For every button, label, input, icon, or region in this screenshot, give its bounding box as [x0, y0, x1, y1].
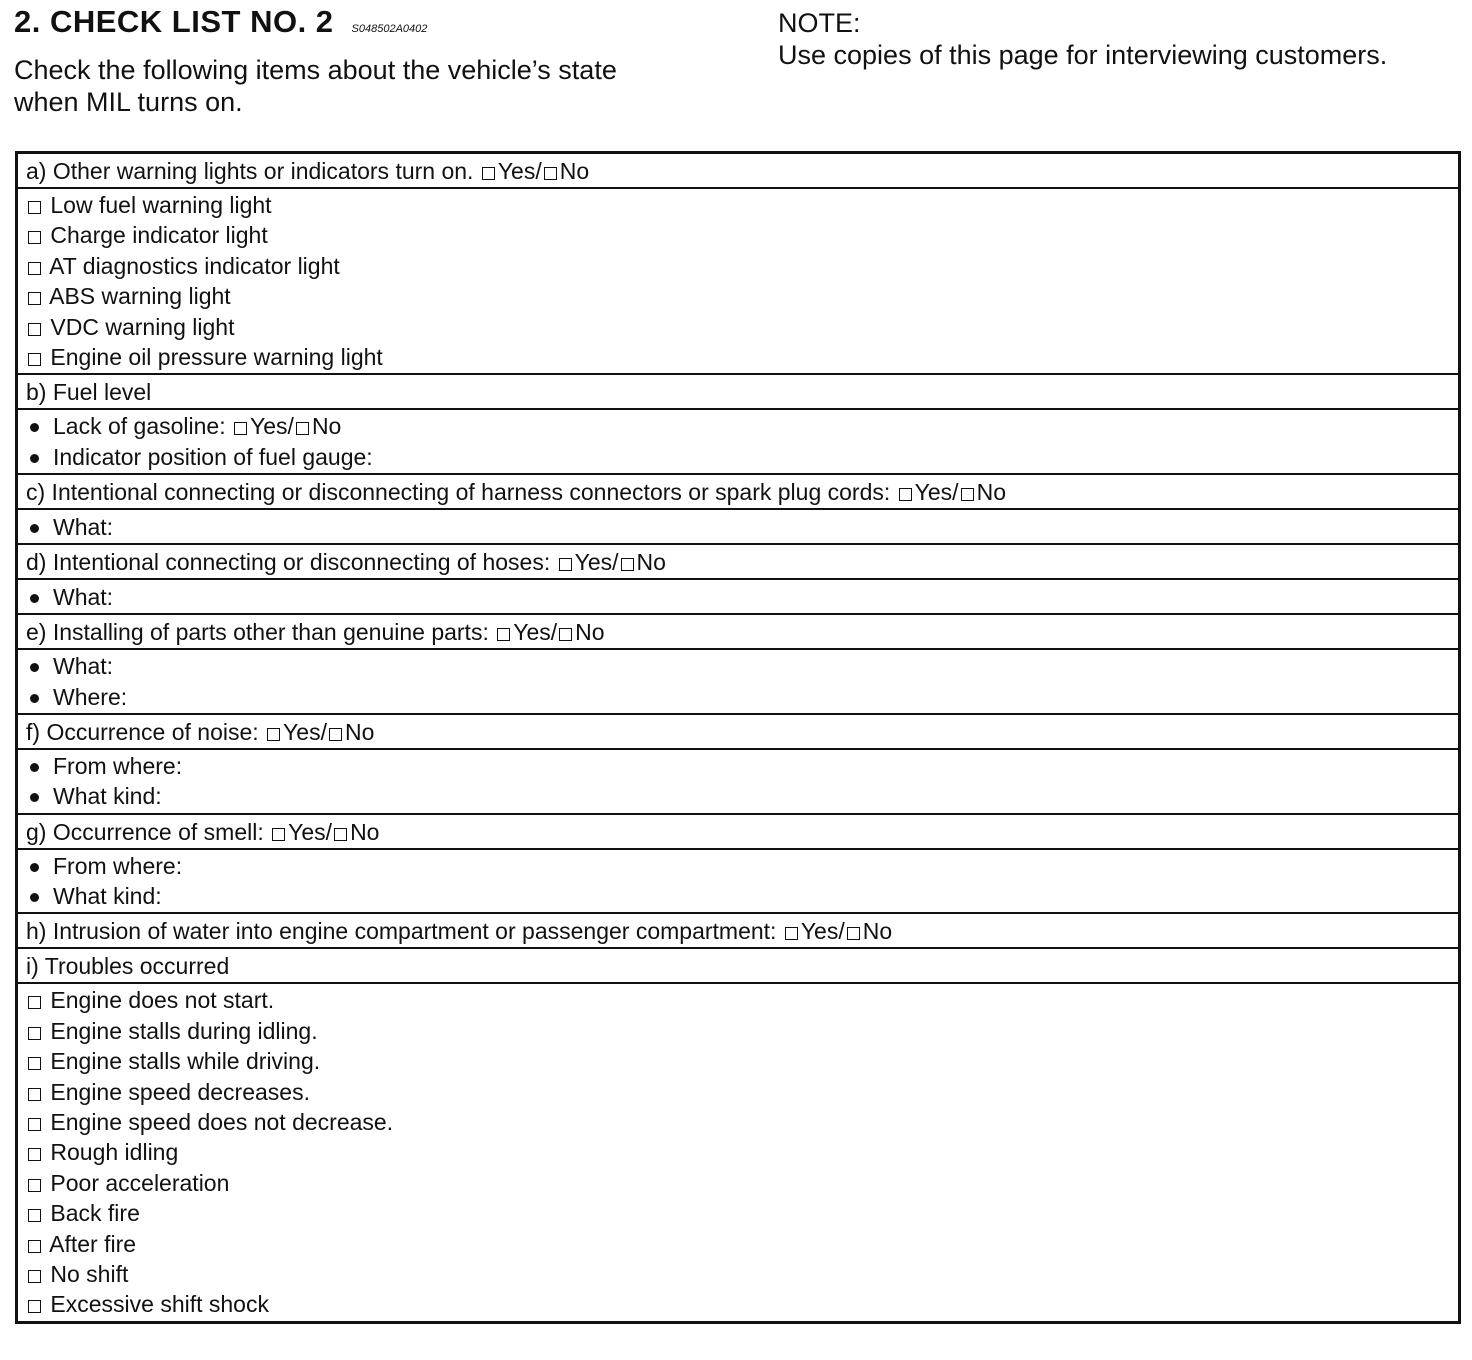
list-item [26, 1229, 1458, 1259]
item-checkbox[interactable] [28, 1179, 41, 1192]
bullet-icon [30, 524, 39, 533]
list-item [26, 281, 1458, 311]
section-g-heading [18, 815, 1458, 850]
no-checkbox[interactable] [847, 927, 860, 940]
no-checkbox[interactable] [544, 167, 557, 180]
yes-label: Yes/ [250, 413, 294, 440]
section-h-heading [18, 914, 1458, 949]
document-code: S048502A0402 [351, 23, 428, 35]
no-label: No [344, 718, 375, 745]
item-label: What kind: [53, 883, 162, 910]
item-label: What kind: [53, 783, 162, 810]
header-left [14, 4, 734, 118]
item-label: AT diagnostics indicator light [49, 252, 340, 279]
item-label: Charge indicator light [50, 222, 268, 249]
no-checkbox[interactable] [621, 558, 634, 571]
section-f-items [18, 750, 1458, 815]
item-checkbox[interactable] [28, 996, 41, 1009]
list-item [26, 781, 1458, 811]
item-checkbox[interactable] [28, 353, 41, 366]
yes-label: Yes/ [497, 158, 542, 184]
section-b-label: b) Fuel level [26, 379, 152, 406]
item-checkbox[interactable] [28, 231, 41, 244]
section-f-label: f) Occurrence of noise: [26, 718, 259, 745]
list-item [26, 1289, 1458, 1319]
list-item [26, 682, 1458, 712]
note-label: NOTE: [778, 8, 861, 38]
yes-checkbox[interactable] [497, 628, 510, 641]
yes-checkbox[interactable] [267, 728, 280, 741]
no-checkbox[interactable] [961, 488, 974, 501]
list-item [26, 751, 1458, 781]
item-label: Lack of gasoline: [53, 413, 226, 440]
item-label: Engine stalls during idling. [50, 1017, 318, 1044]
checklist-table [15, 151, 1461, 1324]
section-a-heading [18, 154, 1458, 189]
yes-checkbox[interactable] [899, 488, 912, 501]
section-c-items [18, 510, 1458, 545]
item-label: After fire [49, 1230, 137, 1257]
yes-checkbox[interactable] [559, 558, 572, 571]
list-item [26, 411, 1458, 441]
no-label: No [862, 918, 893, 945]
list-item [26, 851, 1458, 881]
list-item [26, 651, 1458, 681]
note-block [778, 8, 1468, 70]
bullet-icon [30, 663, 39, 672]
list-item [26, 442, 1458, 472]
list-item [26, 220, 1458, 250]
no-label: No [976, 479, 1006, 506]
bullet-icon [30, 694, 39, 703]
item-checkbox[interactable] [28, 1209, 41, 1222]
item-label: What: [53, 653, 114, 680]
list-item [26, 190, 1458, 220]
list-item [26, 1168, 1458, 1198]
item-checkbox[interactable] [28, 1148, 41, 1161]
section-d-heading [18, 545, 1458, 580]
section-d-items [18, 580, 1458, 615]
list-item [26, 251, 1458, 281]
item-label: What: [53, 514, 114, 541]
item-checkbox[interactable] [28, 323, 41, 336]
yes-label: Yes/ [288, 818, 333, 845]
item-checkbox[interactable] [28, 1027, 41, 1040]
intro-line-2: when MIL turns on. [14, 87, 243, 117]
note-text: Use copies of this page for interviewing customers. [778, 40, 1388, 70]
bullet-icon [30, 893, 39, 902]
bullet-icon [30, 594, 39, 603]
item-label: Poor acceleration [50, 1169, 230, 1196]
no-label: No [636, 549, 666, 576]
no-checkbox[interactable] [334, 828, 347, 841]
section-g-items [18, 850, 1458, 915]
list-item [26, 881, 1458, 911]
yes-checkbox[interactable] [482, 167, 495, 180]
section-a-label: a) Other warning lights or indicators turn on. [26, 158, 474, 184]
list-item [26, 1259, 1458, 1289]
item-checkbox[interactable] [28, 1118, 41, 1131]
section-b-heading [18, 375, 1458, 410]
bullet-icon [30, 793, 39, 802]
no-label: No [350, 818, 380, 845]
bullet-icon [30, 423, 39, 432]
title-row [14, 4, 734, 40]
item-checkbox[interactable] [28, 1270, 41, 1283]
yes-checkbox[interactable] [785, 927, 798, 940]
section-i-items [18, 984, 1458, 1320]
section-c-label: c) Intentional connecting or disconnecting of harness connectors or spark plug cords: [26, 479, 891, 506]
item-label: ABS warning light [49, 283, 231, 310]
item-checkbox[interactable] [28, 1300, 41, 1313]
list-item [26, 1137, 1458, 1167]
item-checkbox[interactable] [28, 1240, 41, 1253]
item-label: Engine speed does not decrease. [50, 1109, 394, 1136]
yes-label: Yes/ [513, 619, 558, 646]
intro-line-1: Check the following items about the vehicle’s state [14, 55, 617, 85]
yes-label: Yes/ [800, 918, 845, 945]
no-checkbox[interactable] [329, 728, 342, 741]
item-label: Engine speed decreases. [50, 1078, 310, 1105]
list-item [26, 1198, 1458, 1228]
yes-checkbox[interactable] [234, 422, 247, 435]
list-item [26, 312, 1458, 342]
item-label: Engine does not start. [50, 987, 275, 1014]
item-label: Low fuel warning light [50, 192, 272, 218]
no-checkbox[interactable] [296, 422, 309, 435]
section-i-heading [18, 949, 1458, 984]
list-item [26, 985, 1458, 1015]
section-f-heading [18, 715, 1458, 750]
item-checkbox[interactable] [28, 292, 41, 305]
yes-label: Yes/ [283, 718, 327, 745]
no-label: No [559, 158, 590, 184]
item-label: Back fire [50, 1200, 140, 1227]
item-label: Rough idling [50, 1139, 179, 1166]
list-item [26, 1107, 1458, 1137]
list-item [26, 342, 1458, 372]
section-b-items [18, 410, 1458, 475]
bullet-icon [30, 863, 39, 872]
section-i-label: i) Troubles occurred [26, 953, 230, 980]
item-label: Engine oil pressure warning light [50, 343, 383, 370]
item-checkbox[interactable] [28, 201, 41, 214]
bullet-icon [30, 454, 39, 463]
page-title: 2. CHECK LIST NO. 2 [14, 4, 334, 39]
yes-label: Yes/ [574, 549, 619, 576]
no-label: No [311, 413, 342, 440]
item-label: No shift [50, 1260, 129, 1287]
list-item [26, 1046, 1458, 1076]
item-checkbox[interactable] [28, 262, 41, 275]
section-d-label: d) Intentional connecting or disconnecting of hoses: [26, 549, 551, 576]
intro-text [14, 54, 734, 118]
no-label: No [575, 619, 605, 646]
section-g-label: g) Occurrence of smell: [26, 818, 264, 845]
yes-label: Yes/ [914, 479, 959, 506]
item-label: Engine stalls while driving. [50, 1048, 321, 1075]
item-label: VDC warning light [50, 313, 235, 340]
list-item [26, 1016, 1458, 1046]
section-e-heading [18, 615, 1458, 650]
section-h-label: h) Intrusion of water into engine compartment or passenger compartment: [26, 918, 777, 945]
item-label: What: [53, 584, 114, 611]
item-checkbox[interactable] [28, 1088, 41, 1101]
section-e-items [18, 650, 1458, 715]
item-label: Indicator position of fuel gauge: [53, 443, 373, 470]
item-label: From where: [53, 752, 183, 779]
bullet-icon [30, 763, 39, 772]
no-checkbox[interactable] [559, 628, 572, 641]
section-e-label: e) Installing of parts other than genuine parts: [26, 619, 489, 646]
item-checkbox[interactable] [28, 1057, 41, 1070]
item-label: Where: [53, 683, 128, 710]
item-label: From where: [53, 852, 183, 879]
item-label: Excessive shift shock [50, 1291, 269, 1318]
yes-checkbox[interactable] [272, 828, 285, 841]
section-c-heading [18, 475, 1458, 510]
section-a-items [18, 189, 1458, 375]
list-item [26, 1077, 1458, 1107]
